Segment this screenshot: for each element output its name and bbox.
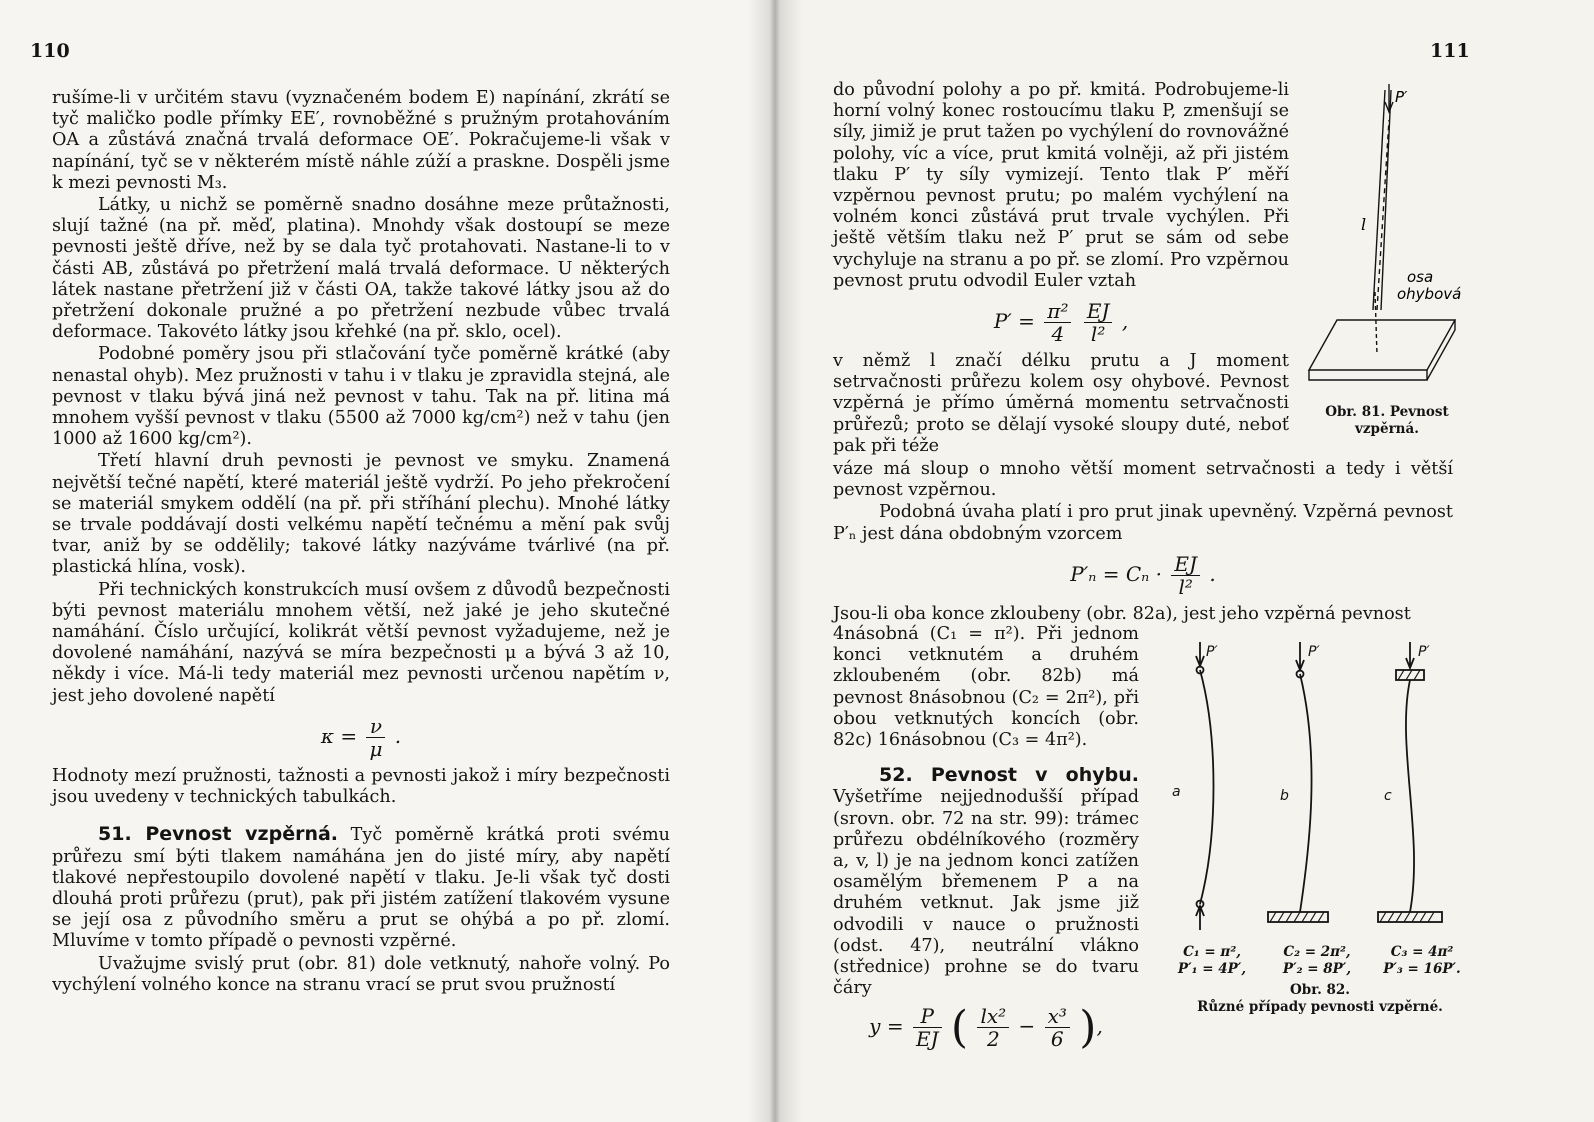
section-52: 52. Pevnost v ohybu. Vyšetříme nejjednodušší případ (srovn. obr. 72 na str. 99): trámec průřezu obdélníkového (rozměry a, v, l) je na jednom konci zatížen osamělým břemenem P a na druhém vetknut. Jak jsme již odvodili v nauce o pružnosti (odst. 47), neutrální vlákno (střednice) prohne se do tvaru čáry: [833, 764, 1139, 999]
paragraph: Uvažujme svislý prut (obr. 81) dole vetknutý, nahoře volný. Po vychýlení volného konce na stranu vrací se prut svou pružností: [52, 953, 670, 995]
book-gutter: [748, 0, 802, 1122]
fig82-case-c-values: C₃ = 4π² P′₃ = 16P′.: [1383, 944, 1461, 977]
page-number-right: 111: [1430, 40, 1470, 62]
fig81-label-axis1: osa: [1407, 268, 1434, 286]
hatch-c-top: [1398, 670, 1420, 680]
formula-euler: P′ = $\frac{\text{π²}}{4}$ $\frac{EJ}{\text{l²}}$ ,: [993, 299, 1129, 347]
fig81-label-P: P′: [1395, 88, 1408, 106]
reaction-arrow-a: [1196, 906, 1204, 930]
page-number-left: 110: [30, 40, 70, 62]
load-arrow-c: [1406, 642, 1414, 668]
right-column-top: [833, 80, 1289, 457]
right-page: [775, 0, 1594, 1122]
formula-deflection: y = $\frac{P}{EJ}$ ( $\frac{\text{lx²}}{2}$ − $\frac{\text{x³}}{6}$ ),: [869, 1002, 1103, 1054]
section-heading-52: 52. Pevnost v ohybu.: [879, 764, 1139, 787]
fixed-top-c: [1396, 670, 1424, 680]
fig81-label-axis2: ohybová: [1397, 285, 1462, 303]
fig82-label-P-b: P′: [1308, 644, 1320, 660]
paragraph: Podobná úvaha platí i pro prut jinak upevněný. Vzpěrná pevnost P′ₙ jest dána obdobným vzorcem: [833, 502, 1453, 544]
figure-81: [1303, 80, 1483, 400]
figure-82: [1170, 636, 1470, 936]
column-a: [1200, 670, 1214, 904]
base-plate-side: [1427, 320, 1455, 380]
fig81-label-l: l: [1361, 215, 1367, 234]
fig82-case-c: c: [1384, 788, 1392, 804]
load-arrow-a: [1196, 642, 1204, 666]
fig82-case-a: a: [1172, 784, 1181, 800]
paragraph: do původní polohy a po př. kmitá. Podrobujeme-li horní volný konec rostoucímu tlaku P, zmenšují se síly, jimiž je prut tažen po vychýlení do rovnovážné polohy, víc a více, prut kmitá volněji, až při jistém tlaku P′ ty síly vymizejí. Tento tlak P′ měří vzpěrnou pevnost prutu; po malém vychýlení na volném konci zůstává prut trvale vychýlen. Při ještě větším tlaku než P′ prut se sám od sebe vychyluje na stranu a po př. se zlomí. Pro vzpěrnou pevnost prutu odvodil Euler vztah: [833, 80, 1289, 291]
fig82-label-P-a: P′: [1206, 644, 1218, 660]
left-column: [52, 88, 670, 996]
load-arrow-b: [1296, 642, 1304, 670]
figure-82-caption: Obr. 82. Různé případy pevnosti vzpěrné.: [1197, 982, 1443, 1015]
figure-81-caption: Obr. 81. Pevnost vzpěrná.: [1325, 404, 1449, 437]
paragraph: rušíme-li v určitém stavu (vyznačeném bodem E) napínání, zkrátí se tyč maličko podle přímky EE′, rovnoběžné s pružným protahováním OA a zůstává značná trvalá deformace OE′. Pokračujeme-li však v napínání, tyč se v některém místě náhle zúží a praskne. Dospěli jsme k mezi pevnosti M₃.: [52, 88, 670, 193]
fig82-case-b: b: [1280, 788, 1289, 804]
formula-general-buckling: P′ₙ = Cₙ · $\frac{EJ}{\text{l²}}$ .: [1070, 551, 1216, 599]
paragraph: Třetí hlavní druh pevnosti je pevnost ve smyku. Znamená největší tečné napětí, které materiál ještě vydrží. Po jeho překročení se materiál smykem oddělí (na př. při stříhání plechu). Mnohé látky se trvale poddávají dosti velkému napětí tečnému a mění pak svůj tvar, aniž by se oddělily; takové látky nazýváme tvárlivé (na př. plastická hlína, vosk).: [52, 451, 670, 578]
paragraph: Při technických konstrukcích musí ovšem z důvodů bezpečnosti býti pevnost materiálu mnohem větší, než jaké je jeho skutečné namáhání. Číslo určující, kolikrát větší pevnost vyžadujeme, než je dovolené namáhání, nazývá se míra bezpečnosti μ a bývá 3 až 10, někdy i více. Má-li tedy materiál mez pevnosti určenou napětím ν, jest jeho dovolené napětí: [52, 579, 670, 706]
formula-allowed-stress: κ = $\frac{\nu}{\mu}$ .: [320, 713, 402, 761]
paragraph: Podobné poměry jsou při stlačování tyče poměrně krátké (aby nenastal ohyb). Mez pružnosti v tahu i v tlaku je zpravidla stejná, ale pevnost v tlaku bývá jiná než pevnost v tahu. Tak na př. litina má mnohem vyšší pevnost v tlaku (5500 až 7000 kg/cm²) než v tahu (jen 1000 až 1600 kg/cm²).: [52, 344, 670, 450]
hatch-b: [1270, 912, 1324, 922]
column-c: [1406, 680, 1414, 912]
fig82-label-P-c: P′: [1418, 644, 1430, 660]
section-heading-51: 51. Pevnost vzpěrná.: [98, 823, 339, 846]
left-page: [0, 0, 775, 1122]
paragraph: váze má sloup o mnoho větší moment setrvačnosti a tedy i větší pevnost vzpěrnou.: [833, 459, 1453, 501]
fig82-case-a-values: C₁ = π², P′₁ = 4P′,: [1177, 944, 1247, 977]
fixed-support-c: [1378, 912, 1442, 922]
paragraph: v němž l značí délku prutu a J moment setrvačnosti průřezu kolem osy ohybové. Pevnost vzpěrná je přímo úměrná momentu setrvačnosti průřezů; proto se dělají vysoké sloupy duté, neboť pak při téže: [833, 351, 1289, 456]
base-plate-front: [1309, 370, 1427, 380]
column-b: [1300, 674, 1312, 912]
hatch-c: [1380, 912, 1434, 922]
paragraph: Hodnoty mezí pružnosti, tažnosti a pevnosti jakož i míry bezpečnosti jsou uvedeny v technických tabulkách.: [52, 765, 670, 808]
right-column-middle: [833, 459, 1453, 625]
right-column-bottom: [833, 624, 1139, 1056]
axis-line: [1375, 292, 1377, 355]
base-plate-top: [1309, 320, 1455, 370]
paragraph: 4násobná (C₁ = π²). Při jednom konci vetknutém a druhém zkloubeném (obr. 82b) má pevnost 8násobnou (C₂ = 2π²), při obou vetknutých koncích (obr. 82c) 16násobnou (C₃ = 4π²).: [833, 624, 1139, 751]
fig82-case-b-values: C₂ = 2π², P′₂ = 8P′,: [1282, 944, 1352, 977]
paragraph: Látky, u nichž se poměrně snadno dosáhne meze průtažnosti, slují tažné (na př. měď, platina). Mnohdy však dostoupí se meze pevnosti ještě dříve, než by se dala tyč protahovati. Nastane-li to v části AB, zůstává po přetržení malá trvalá deformace. U některých látek nastane přetržení již v části OA, takže takové látky jsou až do přetržení dokonale pružné a po přetržení nezbude vůbec trvalá deformace. Takovéto látky jsou křehké (na př. sklo, ocel).: [52, 195, 670, 343]
paragraph: Jsou-li oba konce zkloubeny (obr. 82a), jest jeho vzpěrná pevnost: [833, 603, 1411, 624]
section-51: 51. Pevnost vzpěrná. Tyč poměrně krátká proti svému průřezu smí býti tlakem namáhána jen do jisté míry, aby napětí tlakové nepřestoupilo dovolené napětí v tlaku. Je-li však tyč dosti dlouhá proti průřezu (prut), pak při jistém zatížení tlakovém vysune se její osa z původního směru a prut se ohýbá a po př. zlomí. Mluvíme v tomto případě o pevnosti vzpěrné.: [52, 823, 671, 952]
